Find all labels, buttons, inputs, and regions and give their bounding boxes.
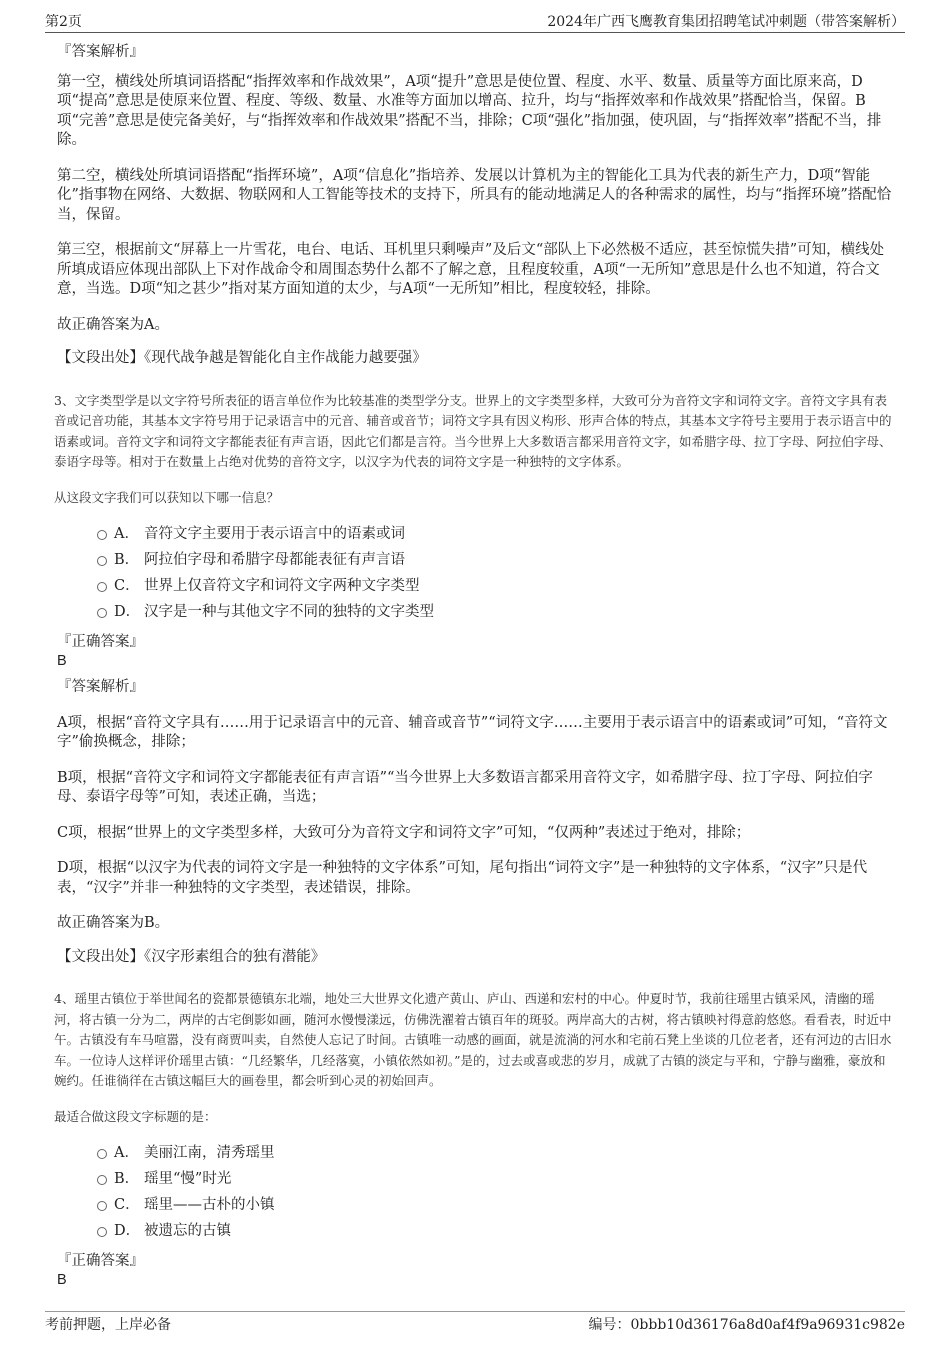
radio-icon[interactable] — [97, 1201, 107, 1211]
option-text: 阿拉伯字母和希腊字母都能表征有声言语 — [144, 551, 405, 568]
option-d[interactable] — [57, 1218, 893, 1244]
question-3-prompt: 从这段文字我们可以获知以下哪一信息？ — [54, 489, 280, 505]
option-text: 被遗忘的古镇 — [144, 1222, 231, 1239]
analysis-paragraph: C项，根据“世界上的文字类型多样，大致可分为音符文字和词符文字”可知，“仅两种”表述过于绝对，排除； — [57, 824, 751, 841]
correct-answer-tag: 『正确答案』 — [57, 633, 144, 650]
option-text: 美丽江南，清秀瑶里 — [144, 1144, 275, 1161]
analysis-paragraph: A项，根据“音符文字具有……用于记录语言中的元音、辅音或音节”“词符文字……主要用于表示语言中的语素或词”可知，“音符文字”偷换概念，排除； — [57, 714, 888, 750]
option-text: 世界上仅音符文字和词符文字两种文字类型 — [144, 577, 420, 594]
option-a[interactable] — [57, 521, 893, 547]
page-header — [45, 10, 905, 33]
footer-slogan: 考前押题，上岸必备 — [45, 1317, 171, 1333]
option-b[interactable] — [57, 547, 893, 573]
conclusion: 故正确答案为B。 — [57, 915, 170, 931]
option-letter: C． — [114, 577, 140, 594]
option-letter: B． — [114, 551, 140, 568]
option-letter: D． — [114, 603, 141, 620]
option-letter: C． — [114, 1196, 140, 1213]
analysis-paragraph: 第二空，横线处所填词语搭配“指挥环境”，A项“信息化”指培养、发展以计算机为主的智能化工具为代表的新生产力，D项“智能化”指事物在网络、大数据、物联网和人工智能等技术的支持下，所具有的能动地满足人的各种需求的属性，均与“指挥环境”搭配恰当，保留。 — [57, 167, 892, 223]
analysis-paragraph: D项，根据“以汉字为代表的词符文字是一种独特的文字体系”可知，尾句指出“词符文字”是一种独特的文字体系，“汉字”只是代表，“汉字”并非一种独特的文字类型，表述错误，排除。 — [57, 860, 868, 896]
question-4-options — [57, 1140, 893, 1244]
question-4-stem: 4、瑶里古镇位于举世闻名的瓷都景德镇东北端，地处三大世界文化遗产黄山、庐山、西递和宏村的中心。仲夏时节，我前往瑶里古镇采风，清幽的瑶河，将古镇一分为二，两岸的古宅倒影如画，随河水慢慢漾远，仿佛洗濯着古镇百年的斑驳。两岸高大的古树，将古镇映衬得意韵悠悠。看看表，时近中午。古镇没有车马喧嚣，没有商贾叫卖，自然使人忘记了时间。古镇唯一动感的画面，就是流淌的河水和宅前石凳上坐谈的几位老者，还有河边的古旧水车。一位诗人这样评价瑶里古镇：“几经繁华，几经落寞，小镇依然如初。”是的，过去或喜或悲的岁月，成就了古镇的淡定与平和，宁静与幽雅，豪放和婉约。任谁徜徉在古镇这幅巨大的画卷里，都会听到心灵的初始回声。 — [54, 991, 892, 1088]
option-a[interactable] — [57, 1140, 893, 1166]
radio-icon[interactable] — [97, 1227, 107, 1237]
correct-answer-value: B — [57, 653, 67, 669]
source-citation: 【文段出处】《现代战争越是智能化自主作战能力越要强》 — [57, 350, 427, 366]
correct-answer-tag: 『正确答案』 — [57, 1252, 144, 1269]
source-citation: 【文段出处】《汉字形素组合的独有潜能》 — [57, 948, 326, 965]
page-footer — [45, 1311, 905, 1334]
analysis-tag: 『答案解析』 — [57, 679, 144, 695]
option-text: 汉字是一种与其他文字不同的独特的文字类型 — [144, 603, 434, 620]
radio-icon[interactable] — [97, 1149, 107, 1159]
radio-icon[interactable] — [97, 1175, 107, 1185]
option-text: 瑶里“慢”时光 — [144, 1170, 232, 1187]
conclusion: 故正确答案为A。 — [57, 316, 169, 333]
option-c[interactable] — [57, 1192, 893, 1218]
radio-icon[interactable] — [97, 608, 107, 618]
question-3-options — [57, 521, 893, 625]
question-4-prompt: 最适合做这段文字标题的是： — [54, 1108, 217, 1124]
option-letter: A． — [114, 525, 139, 542]
option-text: 瑶里——古朴的小镇 — [144, 1196, 275, 1213]
analysis-tag: 『答案解析』 — [57, 44, 144, 60]
radio-icon[interactable] — [97, 530, 107, 540]
analysis-paragraph: B项，根据“音符文字和词符文字都能表征有声言语”“当今世界上大多数语言都采用音符文字，如希腊字母、拉丁字母、阿拉伯字母、泰语字母等”可知，表述正确，当选； — [57, 769, 873, 805]
option-letter: A． — [114, 1144, 139, 1161]
correct-answer-value: B — [57, 1272, 67, 1288]
radio-icon[interactable] — [97, 556, 107, 566]
question-3-stem: 3、文字类型学是以文字符号所表征的语言单位作为比较基准的类型学分支。世界上的文字类型多样，大致可分为音符文字和词符文字。音符文字具有表音或记音功能，其基本文字符号用于记录语言中的元音、辅音或音节；词符文字具有因义构形、形声合体的特点，其基本文字符号主要用于表示语言中的语素或词。音符文字和词符文字都能表征有声言语，因此它们都是言符。当今世界上大多数语言都采用音符文字，如希腊字母、拉丁字母、阿拉伯字母、泰语字母等。相对于在数量上占绝对优势的音符文字，以汉字为代表的词符文字是一种独特的文字体系。 — [54, 392, 892, 469]
option-d[interactable] — [57, 599, 893, 625]
option-letter: B． — [114, 1170, 140, 1187]
option-letter: D． — [114, 1222, 141, 1239]
radio-icon[interactable] — [97, 582, 107, 592]
analysis-paragraph: 第一空，横线处所填词语搭配“指挥效率和作战效果”，A项“提升”意思是使位置、程度、水平、数量、质量等方面比原来高，D项“提高”意思是使原来位置、程度、等级、数量、水准等方面加以增高、拉升，均与“指挥效率和作战效果”搭配恰当，保留。B项“完善”意思是使完备美好，与“指挥效率和作战效果”搭配不当，排除；C项“强化”指加强，使巩固，与“指挥效率”搭配不当，排除。 — [57, 73, 882, 148]
option-text: 音符文字主要用于表示语言中的语素或词 — [144, 525, 405, 542]
document-body — [54, 43, 893, 1297]
document-title: 2024年广西飞鹰教育集团招聘笔试冲刺题（带答案解析） — [547, 14, 905, 30]
page-number: 第2页 — [45, 14, 82, 30]
option-c[interactable] — [57, 573, 893, 599]
document-id: 编号：0bbb10d36176a8d0af4f9a96931c982e — [588, 1317, 905, 1333]
analysis-paragraph: 第三空，根据前文“屏幕上一片雪花，电台、电话、耳机里只剩噪声”及后文“部队上下必然极不适应，甚至惊慌失措”可知，横线处所填成语应体现出部队上下对作战命令和周围态势什么都不了解之意，且程度较重，A项“一无所知”意思是什么也不知道，符合文意，当选。D项“知之甚少”指对某方面知道的太少，与A项“一无所知”相比，程度较轻，排除。 — [57, 242, 885, 297]
option-b[interactable] — [57, 1166, 893, 1192]
